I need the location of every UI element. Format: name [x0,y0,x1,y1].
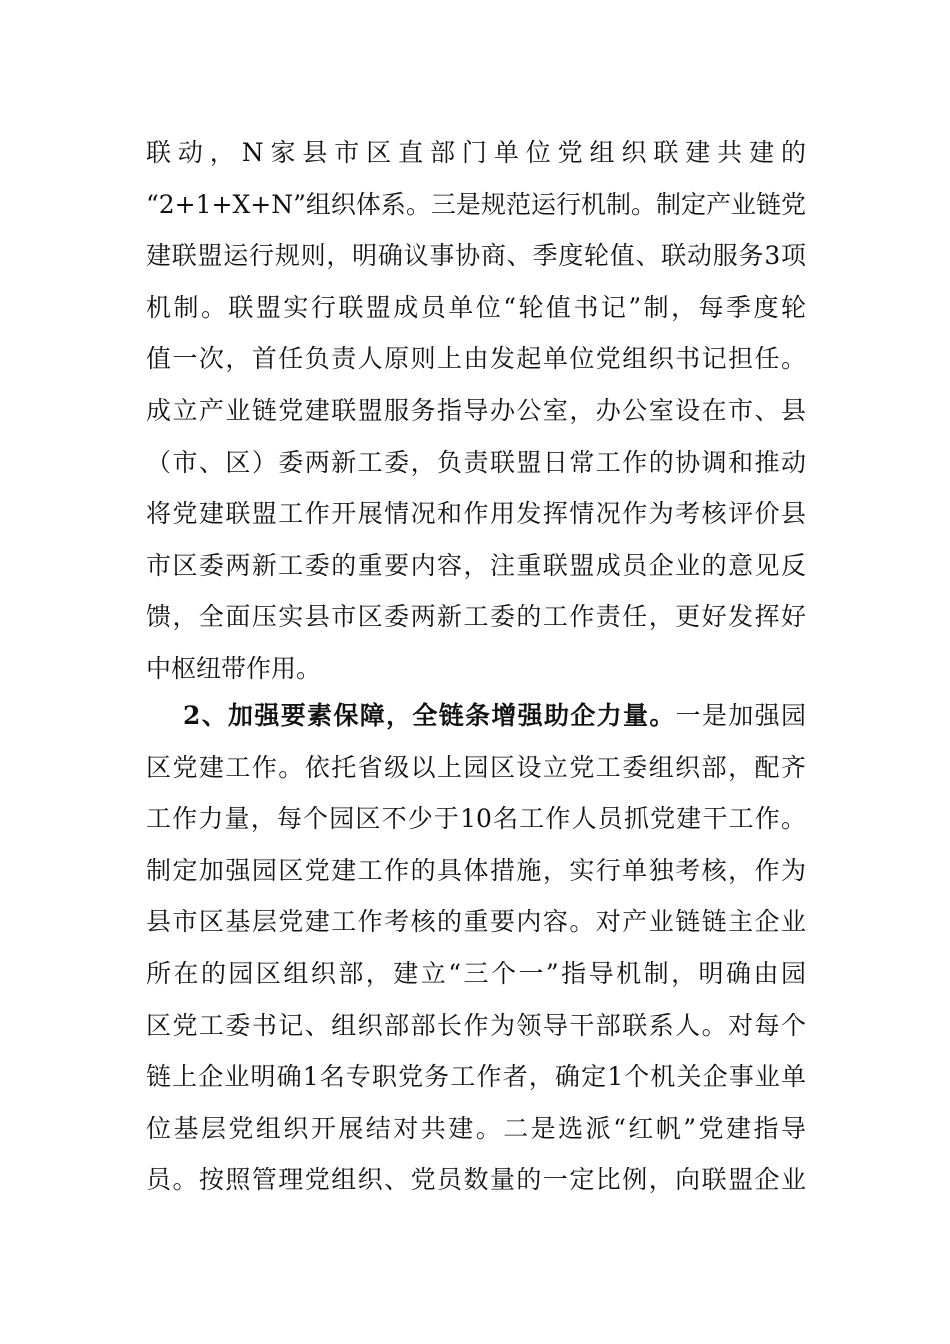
paragraph-2-line-8: 链上企业明确1名专职党务工作者，确定1个机关企事业单 [146,1062,806,1092]
paragraph-1-line-4: 机制。联盟实行联盟成员单位“轮值书记”制，每季度轮 [146,292,806,322]
paragraph-1-line-9: 市区委两新工委的重要内容，注重联盟成员企业的意见反 [146,550,806,580]
paragraph-1-line-1: 联动，N家县市区直部门单位党组织联建共建的 [146,138,806,167]
paragraph-2-line-2: 区党建工作。依托省级以上园区设立党工委组织部，配齐 [146,752,806,782]
section-heading: 2、加强要素保障，全链条增强助企力量。 [183,701,676,730]
paragraph-1-line-7: （市、区）委两新工委，负责联盟日常工作的协调和推动 [146,447,806,477]
paragraph-1-line-10: 馈，全面压实县市区委两新工委的工作责任，更好发挥好 [146,602,806,632]
paragraph-2-line-5: 县市区基层党建工作考核的重要内容。对产业链链主企业 [146,907,806,937]
paragraph-1-line-6: 成立产业链党建联盟服务指导办公室，办公室设在市、县 [146,395,806,425]
paragraph-2-line-4: 制定加强园区党建工作的具体措施，实行单独考核，作为 [146,855,806,885]
paragraph-2-line-6: 所在的园区组织部，建立“三个一”指导机制，明确由园 [146,958,806,988]
paragraph-1-line-11: 中枢纽带作用。 [146,653,322,683]
paragraph-2-line-7: 区党工委书记、组织部部长作为领导干部联系人。对每个 [146,1010,806,1040]
paragraph-2-line-10: 员。按照管理党组织、党员数量的一定比例，向联盟企业 [146,1165,806,1195]
paragraph-2-line-3: 工作力量，每个园区不少于10名工作人员抓党建干工作。 [146,804,806,834]
paragraph-2-line-9: 位基层党组织开展结对共建。二是选派“红帆”党建指导 [146,1113,806,1143]
paragraph-1-line-3: 建联盟运行规则，明确议事协商、季度轮值、联动服务3项 [146,241,806,271]
paragraph-2-line-1-rest: 一是加强园 [675,701,806,730]
paragraph-2-line-1 [146,690,806,742]
paragraph-1-line-2: “2+1+X+N”组织体系。三是规范运行机制。制定产业链党 [146,189,806,219]
paragraph-1-line-8: 将党建联盟工作开展情况和作用发挥情况作为考核评价县 [146,499,806,529]
paragraph-1-line-5: 值一次，首任负责人原则上由发起单位党组织书记担任。 [146,344,806,374]
paragraph-2 [146,690,806,1206]
paragraph-1 [146,127,806,695]
